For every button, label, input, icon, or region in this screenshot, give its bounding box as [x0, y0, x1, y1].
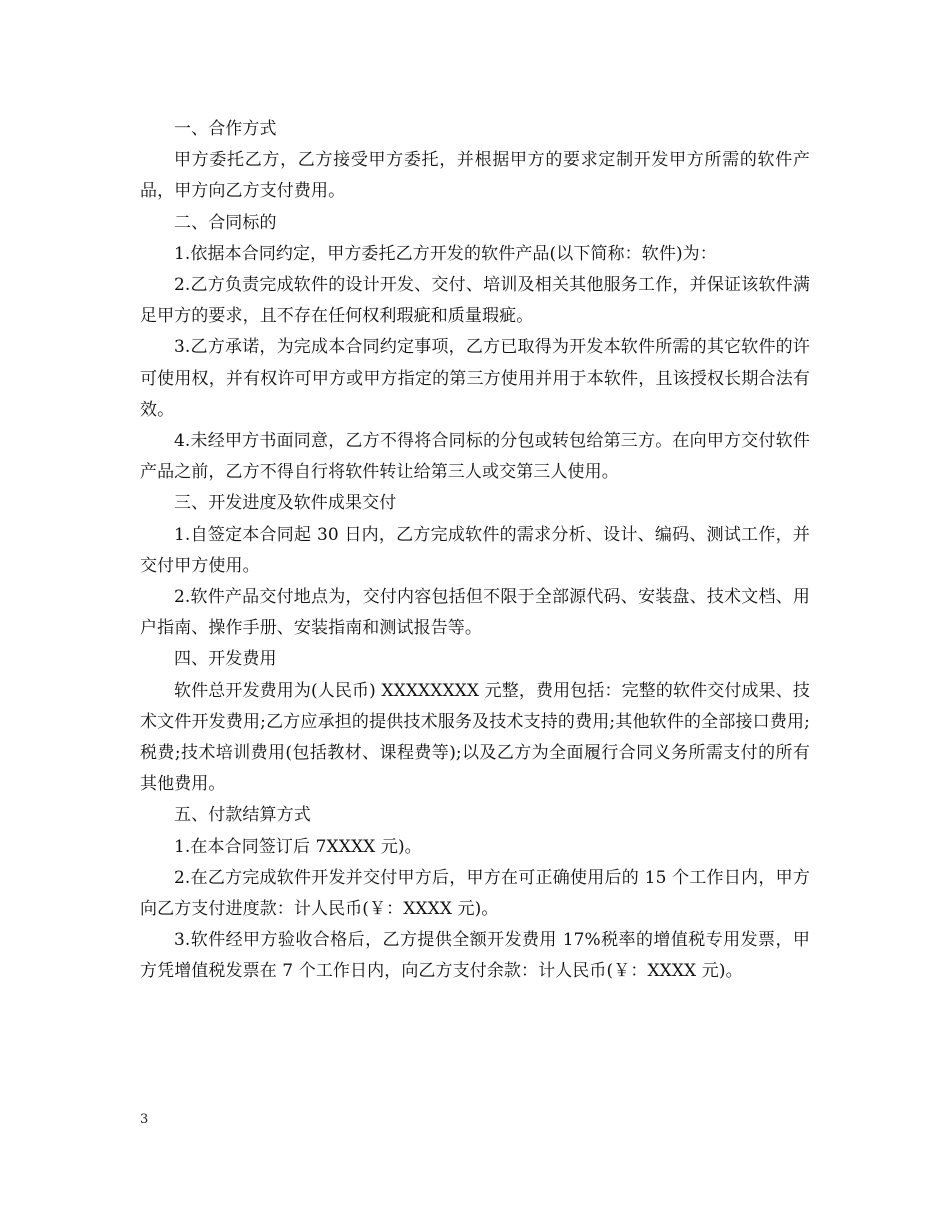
- clause-subject-1: 1.依据本合同约定，甲方委托乙方开发的软件产品(以下简称：软件)为：: [174, 243, 717, 264]
- clause-schedule-2: 2.软件产品交付地点为，交付内容包括但不限于全部源代码、安装盘、技术文档、用户指南、操作手册、安装指南和测试报告等。: [140, 587, 810, 639]
- clause-subject-4: 4.未经甲方书面同意，乙方不得将合同标的分包或转包给第三方。在向甲方交付软件产品之前，乙方不得自行将软件转让给第三人或交第三人使用。: [140, 431, 810, 483]
- section-heading-contract-subject: 二、合同标的: [174, 212, 277, 233]
- clause-subject-2: 2.乙方负责完成软件的设计开发、交付、培训及相关其他服务工作，并保证该软件满足甲方的要求，且不存在任何权利瑕疵和质量瑕疵。: [140, 275, 810, 327]
- clause-subject-3: 3.乙方承诺，为完成本合同约定事项，乙方已取得为开发本软件所需的其它软件的许可使用权，并有权许可甲方或甲方指定的第三方使用并用于本软件，且该授权长期合法有效。: [140, 337, 810, 420]
- page-number: 3: [140, 1112, 149, 1127]
- section-heading-cooperation: 一、合作方式: [174, 119, 277, 139]
- document-body: [140, 114, 810, 988]
- section-heading-development-fees: 四、开发费用: [174, 649, 277, 670]
- clause-payment-1: 1.在本合同签订后 7XXXX 元)。: [174, 836, 422, 857]
- clause-payment-3: 3.软件经甲方验收合格后，乙方提供全额开发费用 17%税率的增值税专用发票，甲方凭增值税发票在 7 个工作日内，向乙方支付余款：计人民币(￥：XXXX 元)。: [140, 930, 810, 982]
- clause-payment-2: 2.在乙方完成软件开发并交付甲方后，甲方在可正确使用后的 15 个工作日内，甲方向乙方支付进度款：计人民币(￥：XXXX 元)。: [140, 867, 810, 920]
- clause-schedule-1: 1.自签定本合同起 30 日内，乙方完成软件的需求分析、设计、编码、测试工作，并交付甲方使用。: [140, 524, 810, 576]
- section-heading-payment: 五、付款结算方式: [174, 805, 311, 826]
- paragraph-cooperation: 甲方委托乙方，乙方接受甲方委托，并根据甲方的要求定制开发甲方所需的软件产品，甲方向乙方支付费用。: [140, 150, 810, 202]
- paragraph-development-fees: 软件总开发费用为(人民币) XXXXXXXX 元整，费用包括：完整的软件交付成果、技术文件开发费用;乙方应承担的提供技术服务及技术支持的费用;其他软件的全部接口费用;税费;技术培训费用(包括教材、课程费等);以及乙方为全面履行合同义务所需支付的所有其他费用。: [140, 680, 810, 795]
- section-heading-schedule-delivery: 三、开发进度及软件成果交付: [174, 493, 397, 514]
